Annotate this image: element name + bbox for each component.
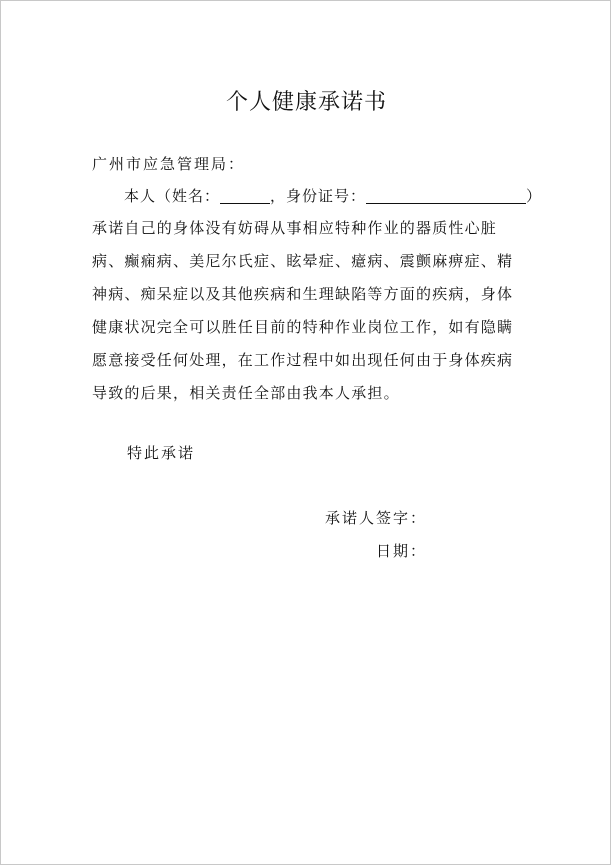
intro-line bbox=[124, 185, 542, 206]
closing-statement: 特此承诺 bbox=[127, 444, 196, 462]
intro-prefix: 本人（姓名： bbox=[124, 187, 221, 205]
date-label: 日期： bbox=[376, 542, 428, 560]
name-blank bbox=[220, 187, 270, 204]
body-line: 病、癫痫病、美尼尔氏症、眩晕症、癔病、震颤麻痹症、精 bbox=[92, 252, 514, 270]
body-line: 导致的后果，相关责任全部由我本人承担。 bbox=[92, 384, 400, 402]
id-number-blank bbox=[366, 187, 526, 204]
body-line: 神病、痴呆症以及其他疾病和生理缺陷等方面的疾病，身体 bbox=[92, 285, 514, 303]
intro-suffix: ） bbox=[526, 187, 543, 205]
body-line: 承诺自己的身体没有妨碍从事相应特种作业的器质性心脏 bbox=[92, 219, 498, 237]
document-title: 个人健康承诺书 bbox=[225, 90, 387, 115]
signature-label: 承诺人签字： bbox=[325, 509, 428, 527]
body-line: 健康状况完全可以胜任目前的特种作业岗位工作，如有隐瞒 bbox=[92, 318, 514, 336]
id-label: ，身份证号： bbox=[270, 187, 367, 205]
body-line: 愿意接受任何处理，在工作过程中如出现任何由于身体疾病 bbox=[92, 351, 514, 369]
addressee: 广州市应急管理局： bbox=[92, 155, 246, 173]
